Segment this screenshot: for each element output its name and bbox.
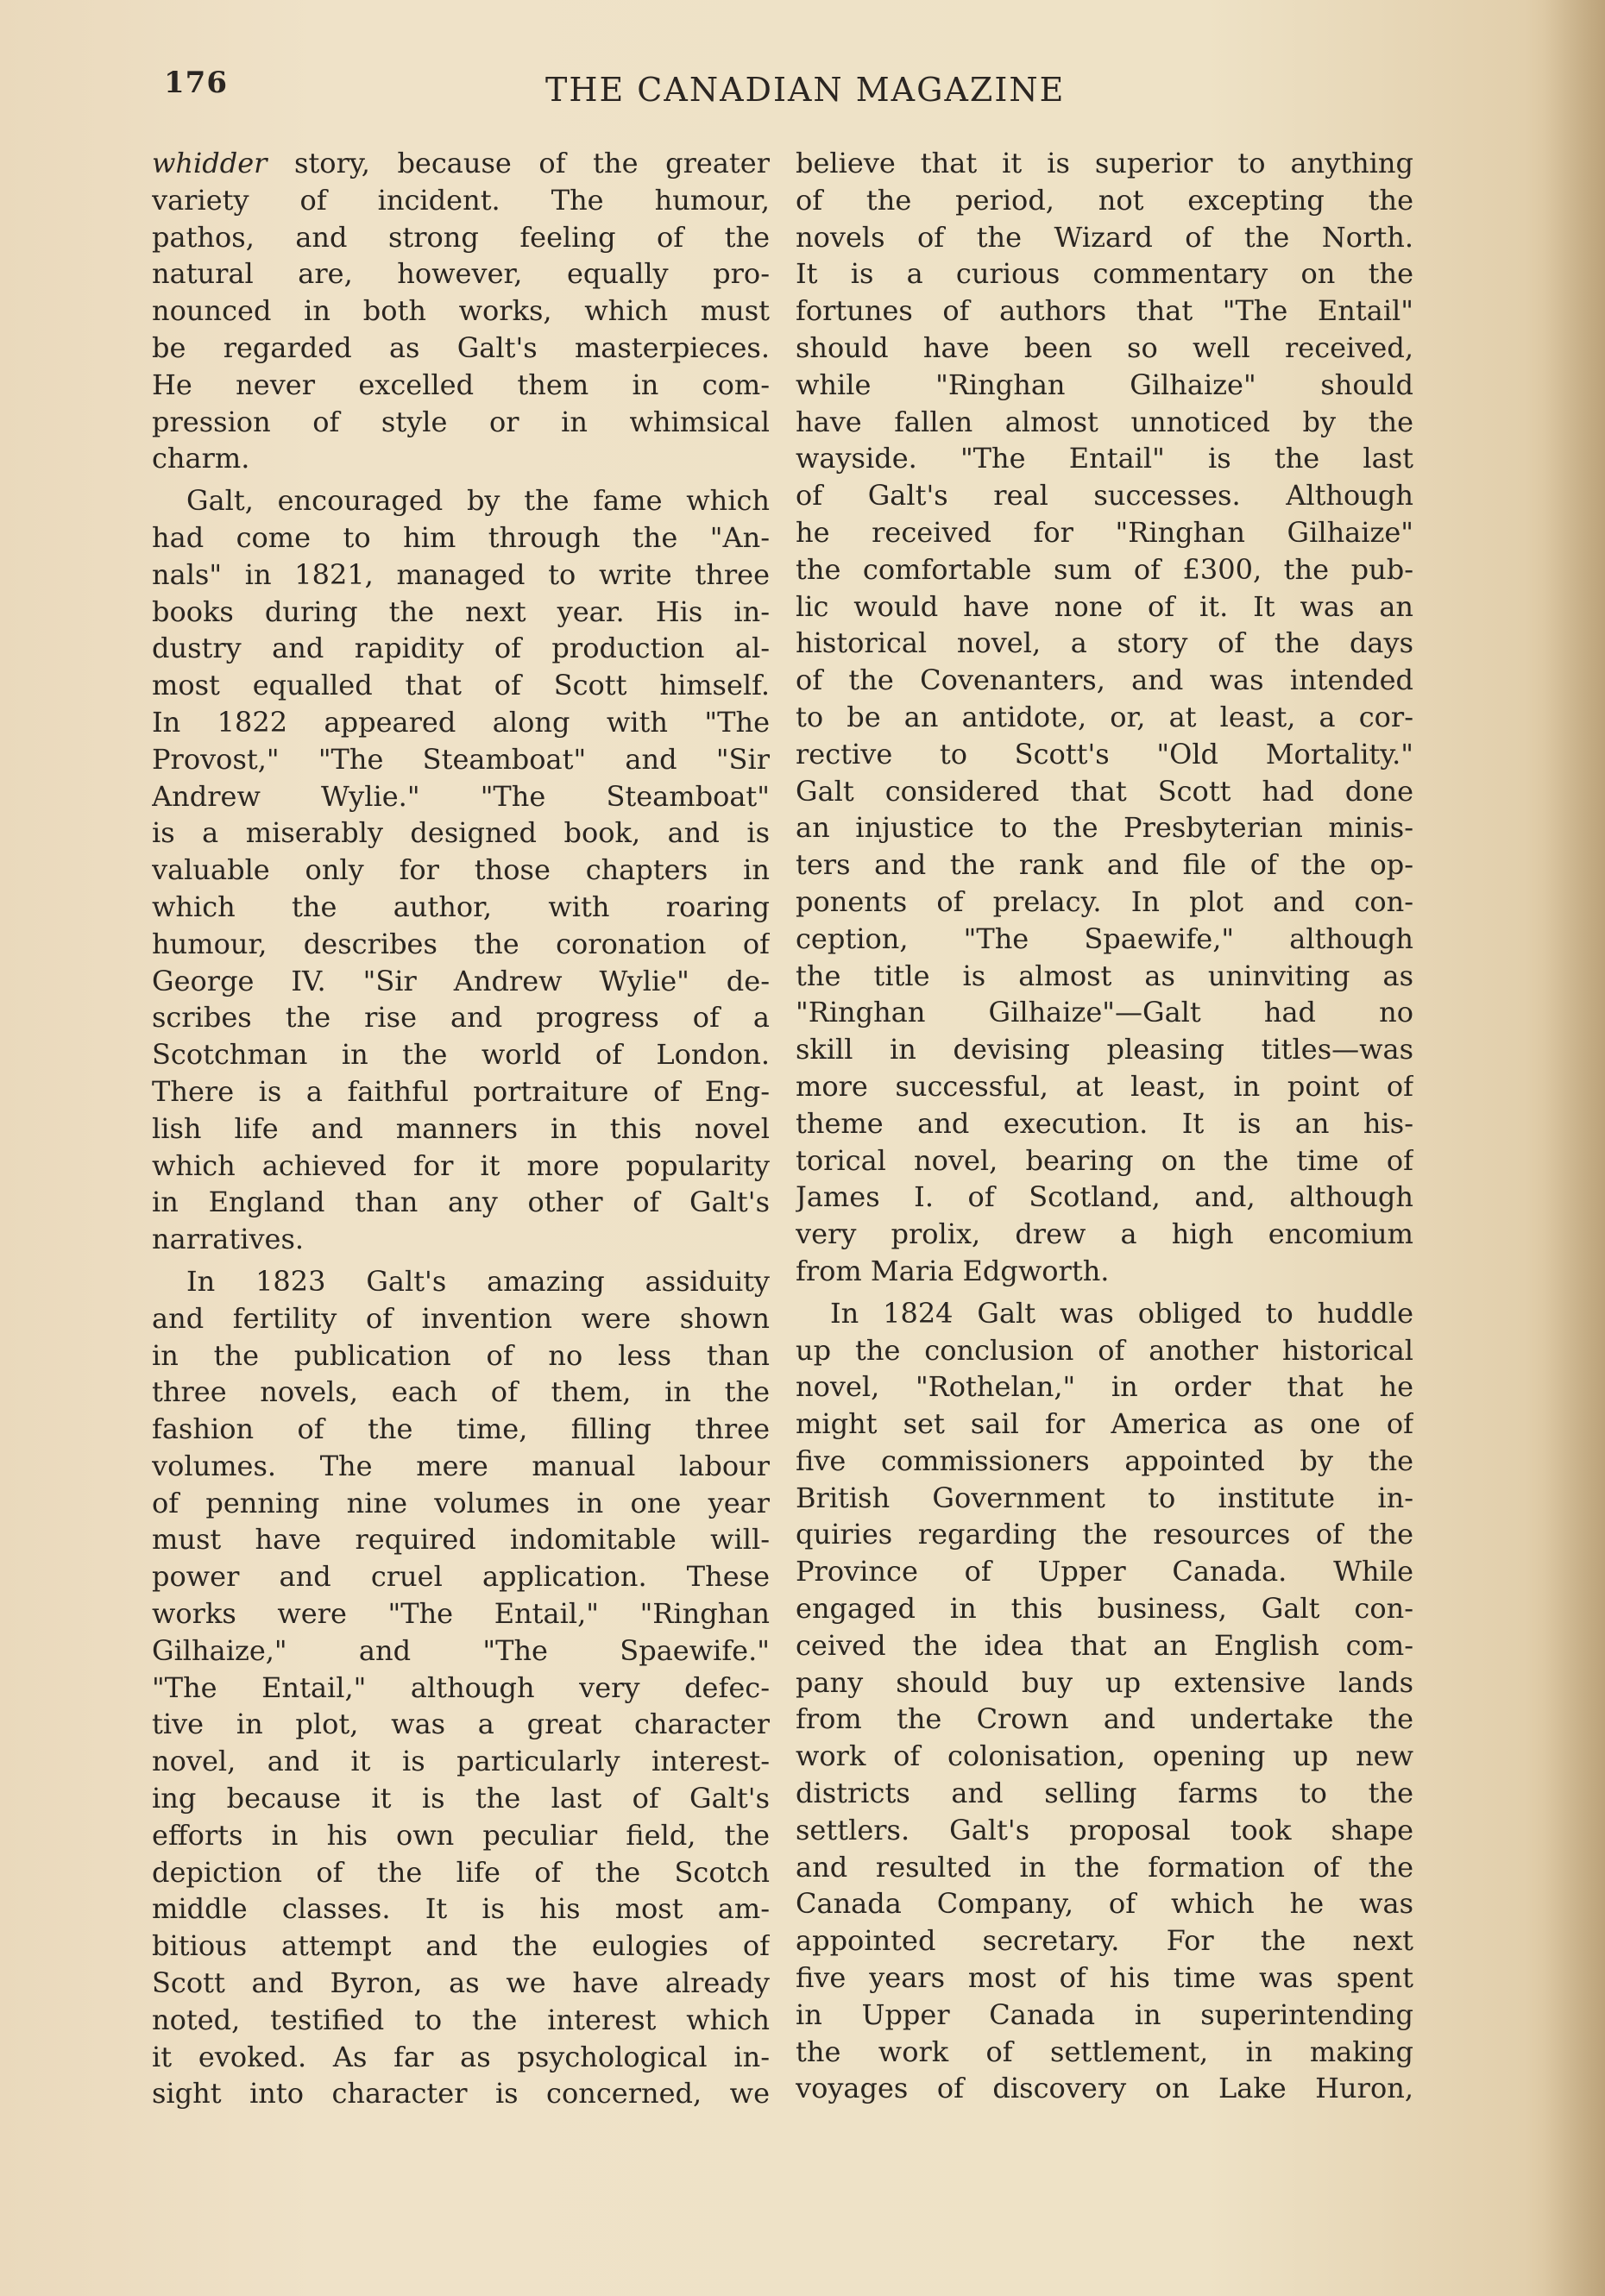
right-column-line: ception, "The Spaewife," although <box>796 922 1413 955</box>
left-column-line: valuable only for those chapters in <box>152 853 770 887</box>
right-column-line: very prolix, drew a high encomium <box>796 1217 1413 1251</box>
left-column-line: efforts in his own peculiar field, the <box>152 1818 770 1852</box>
left-column-line: power and cruel application. These <box>152 1560 770 1594</box>
running-head-title: THE CANADIAN MAGAZINE <box>545 71 1066 109</box>
right-column-line: have fallen almost unnoticed by the <box>796 405 1413 438</box>
right-column-line: an injustice to the Presbyterian minis- <box>796 811 1413 845</box>
left-column-line: "The Entail," although very defec- <box>152 1670 770 1704</box>
right-column-line: the comfortable sum of £300, the pub- <box>796 552 1413 586</box>
right-column-line: of the Covenanters, and was intended <box>796 664 1413 697</box>
right-column-line: appointed secretary. For the next <box>796 1924 1413 1958</box>
left-column-line: which achieved for it more popularity <box>152 1148 770 1182</box>
left-column-line: Galt, encouraged by the fame which <box>186 484 770 518</box>
left-column-line: nounced in both works, which must <box>152 294 770 328</box>
right-column-line: novels of the Wizard of the North. <box>796 220 1413 254</box>
right-column-line: more successful, at least, in point of <box>796 1069 1413 1103</box>
left-column-line: scribes the rise and progress of a <box>152 1001 770 1035</box>
right-column-line: settlers. Galt's proposal took shape <box>796 1813 1413 1846</box>
right-column-line: should have been so well received, <box>796 330 1413 364</box>
right-column-line: believe that it is superior to anything <box>796 147 1413 179</box>
right-column-line: torical novel, bearing on the time of <box>796 1143 1413 1177</box>
right-column-line: British Government to institute in- <box>796 1481 1413 1514</box>
left-column-line: variety of incident. The humour, <box>152 183 770 217</box>
left-column-line: tive in plot, was a great character <box>152 1708 770 1741</box>
right-column-line: It is a curious commentary on the <box>796 257 1413 291</box>
right-column-line: pany should buy up extensive lands <box>796 1665 1413 1699</box>
right-column-line: skill in devising pleasing titles—was <box>796 1033 1413 1066</box>
left-column-line: pathos, and strong feeling of the <box>152 220 770 254</box>
left-column-line: In 1823 Galt's amazing assiduity <box>186 1264 770 1298</box>
left-column-line: lish life and manners in this novel <box>152 1111 770 1145</box>
left-column-line: in the publication of no less than <box>152 1338 770 1372</box>
right-column-line: districts and selling farms to the <box>796 1777 1413 1810</box>
left-column-line: middle classes. It is his most am- <box>152 1892 770 1926</box>
left-column-line: humour, describes the coronation of <box>152 927 770 960</box>
right-column-line: and resulted in the formation of the <box>796 1850 1413 1884</box>
right-column-line: novel, "Rothelan," in order that he <box>796 1370 1413 1404</box>
left-column-line: noted, testified to the interest which <box>152 2003 770 2036</box>
right-column-line: ponents of prelacy. In plot and con- <box>796 884 1413 918</box>
left-column-line: works were "The Entail," "Ringhan <box>152 1597 770 1631</box>
right-column-line: of Galt's real successes. Although <box>796 479 1413 513</box>
left-column-line: natural are, however, equally pro- <box>152 257 770 291</box>
right-column-line: ters and the rank and file of the op- <box>796 848 1413 882</box>
left-column-line: Scott and Byron, as we have already <box>152 1966 770 2000</box>
right-column-line: he received for "Ringhan Gilhaize" <box>796 515 1413 549</box>
right-column-line: from Maria Edgworth. <box>796 1254 1110 1287</box>
right-column-line: five commissioners appointed by the <box>796 1444 1413 1477</box>
left-column-line: There is a faithful portraiture of Eng- <box>152 1074 770 1108</box>
right-column-line: while "Ringhan Gilhaize" should <box>796 368 1413 401</box>
right-column-line: five years most of his time was spent <box>796 1961 1413 1995</box>
left-column-line: He never excelled them in com- <box>152 368 770 401</box>
left-column-line: pression of style or in whimsical <box>152 405 770 438</box>
left-column-line: charm. <box>152 442 250 475</box>
left-column-line: Provost," "The Steamboat" and "Sir <box>152 742 770 776</box>
left-column-line: three novels, each of them, in the <box>152 1375 770 1409</box>
left-column-line: had come to him through the "An- <box>152 520 770 554</box>
right-column-line: theme and execution. It is an his- <box>796 1106 1413 1140</box>
right-column-line: James I. of Scotland, and, although <box>796 1180 1413 1214</box>
right-column-line: from the Crown and undertake the <box>796 1702 1413 1736</box>
right-column-line: rective to Scott's "Old Mortality." <box>796 737 1413 771</box>
right-column-line: to be an antidote, or, at least, a cor- <box>796 700 1413 733</box>
right-column-line: in Upper Canada in superintending <box>796 1997 1413 2031</box>
left-column-line: in England than any other of Galt's <box>152 1186 770 1219</box>
right-column-line: In 1824 Galt was obliged to huddle <box>830 1296 1413 1330</box>
right-column-line: of the period, not excepting the <box>796 183 1413 217</box>
left-column-line: sight into character is concerned, we <box>152 2077 770 2110</box>
left-column-line: George IV. "Sir Andrew Wylie" de- <box>152 964 770 997</box>
right-column-line: Galt considered that Scott had done <box>796 774 1413 808</box>
right-column-line: up the conclusion of another historical <box>796 1333 1413 1367</box>
right-column-line: might set sail for America as one of <box>796 1407 1413 1441</box>
italic-word: whidder <box>152 147 268 179</box>
right-column-line: Province of Upper Canada. While <box>796 1555 1413 1588</box>
left-column-line: Andrew Wylie." "The Steamboat" <box>152 779 770 813</box>
right-column-line: quiries regarding the resources of the <box>796 1518 1413 1551</box>
right-column-line: lic would have none of it. It was an <box>796 589 1413 623</box>
left-column-line: ing because it is the last of Galt's <box>152 1782 770 1815</box>
right-column-line: fortunes of authors that "The Entail" <box>796 294 1413 328</box>
right-column-line: the work of settlement, in making <box>796 2035 1413 2068</box>
left-column-line: Gilhaize," and "The Spaewife." <box>152 1633 770 1667</box>
left-column-line: novel, and it is particularly interest- <box>152 1745 770 1778</box>
left-column-line: most equalled that of Scott himself. <box>152 669 770 702</box>
left-column-line: nals" in 1821, managed to write three <box>152 557 770 591</box>
left-column-line: Scotchman in the world of London. <box>152 1038 770 1072</box>
right-column-line: engaged in this business, Galt con- <box>796 1592 1413 1626</box>
left-column-line: which the author, with roaring <box>152 890 770 923</box>
left-column-line: volumes. The mere manual labour <box>152 1449 770 1482</box>
left-column-line: books during the next year. His in- <box>152 594 770 628</box>
left-column-line: narratives. <box>152 1223 305 1256</box>
page-number: 176 <box>164 66 228 100</box>
left-column-line: of penning nine volumes in one year <box>152 1486 770 1519</box>
left-column-line: be regarded as Galt's masterpieces. <box>152 330 770 364</box>
right-column-line: Canada Company, of which he was <box>796 1887 1413 1921</box>
right-column-line: wayside. "The Entail" is the last <box>796 442 1413 475</box>
left-column-line <box>152 145 770 182</box>
left-column-line: bitious attempt and the eulogies of <box>152 1929 770 1963</box>
left-column-line: must have required indomitable will- <box>152 1523 770 1557</box>
left-column-line: fashion of the time, filling three <box>152 1412 770 1446</box>
right-column-line: voyages of discovery on Lake Huron, <box>796 2072 1413 2105</box>
left-column-line: In 1822 appeared along with "The <box>152 705 770 739</box>
right-column-line: historical novel, a story of the days <box>796 626 1413 660</box>
left-column-line: it evoked. As far as psychological in- <box>152 2040 770 2073</box>
right-text-column <box>796 145 1413 2107</box>
right-column-line: "Ringhan Gilhaize"—Galt had no <box>796 996 1413 1029</box>
right-column-line: ceived the idea that an English com- <box>796 1628 1413 1662</box>
left-column-line: is a miserably designed book, and is <box>152 816 770 850</box>
left-column-line: dustry and rapidity of production al- <box>152 632 770 665</box>
left-text-column <box>152 145 770 2112</box>
left-column-line: and fertility of invention were shown <box>152 1301 770 1335</box>
right-column-line: work of colonisation, opening up new <box>796 1739 1413 1773</box>
line-text: story, because of the greater <box>267 147 770 179</box>
right-column-line: the title is almost as uninviting as <box>796 959 1413 992</box>
left-column-line: depiction of the life of the Scotch <box>152 1855 770 1889</box>
